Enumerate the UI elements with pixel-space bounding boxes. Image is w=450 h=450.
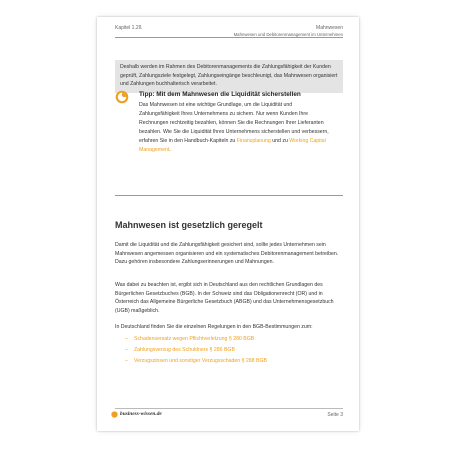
- link-rule-288[interactable]: Verzugszinsen und sonstiger Verzugsschaden § 288 BGB: [134, 358, 267, 364]
- clock-icon: [115, 90, 129, 104]
- dash-bullet: –: [125, 336, 128, 342]
- tip-text: [139, 101, 334, 155]
- tip-connector: und zu: [270, 138, 290, 144]
- chapter-label: Kapitel 1.2ß: [115, 25, 142, 31]
- paragraph-3: [115, 323, 347, 332]
- link-rule-280[interactable]: Schadensersatz wegen Pflichtverletzung § 280 BGB: [134, 336, 255, 342]
- tip-divider: [115, 195, 343, 196]
- dash-bullet: –: [125, 347, 128, 353]
- paragraph-1-text: Damit die Liquidität und die Zahlungsfähigkeit gesichert sind, sollte jedes Unternehmen sein Mahnwesen angemessen organisieren und ein systematisches Debitorenmanagement betreiben. Dazu gehören insbesondere Zahlungserinnerungen und Mahnungen.: [115, 242, 339, 266]
- tip-end: .: [169, 147, 171, 153]
- list-item: [125, 356, 267, 367]
- dash-bullet: –: [125, 358, 128, 364]
- page-number: Seite 3: [327, 412, 343, 418]
- tip-box: [115, 90, 343, 197]
- link-working-capital[interactable]: Working Capital Management: [139, 138, 326, 153]
- intro-text: Deshalb werden im Rahmen des Debitorenmanagements die Zahlungsfähigkeit der Kunden geprüft, Zahlungsziele festgelegt, Zahlungseingänge beschleunigt, das Mahnwesen organisiert und Zahlungen buchhalterisch verarbeitet.: [120, 64, 338, 87]
- link-rule-286[interactable]: Zahlungsverzug des Schuldners § 286 BGB: [134, 347, 235, 353]
- list-item: [125, 345, 267, 356]
- paragraph-3-text: In Deutschland finden Sie die einzelnen Regelungen in den BGB-Bestimmungen zum:: [115, 324, 313, 330]
- document-page: [97, 17, 359, 431]
- intro-box: [115, 60, 343, 93]
- section-heading: Mahnwesen ist gesetzlich geregelt: [115, 220, 263, 230]
- tip-body: Das Mahnwesen ist eine wichtige Grundlage, um die Liquidität und Zahlungsfähigkeit Ihres Unternehmens zu sichern. Nur wenn Kunden Ihre Rechnungen rechtzeitig bezahlen, können Sie die Rechnungen Ihrer Lieferanten bezahlen. Wie Sie die Liquidität Ihres Unternehmens sicherstellen und verbessern, erfahren Sie in den Handbuch-Kapiteln zu: [139, 102, 329, 144]
- link-finanzplanung[interactable]: Finanzplanung: [236, 138, 271, 144]
- header-subtitle: Mahnwesen und Debitorenmanagement im Unternehmen: [233, 32, 343, 37]
- bgb-rules-list: [125, 334, 267, 367]
- brand-logo-icon: [111, 411, 118, 418]
- paragraph-1: [115, 241, 347, 267]
- header-title: Mahnwesen: [316, 25, 343, 31]
- paragraph-2: [115, 281, 347, 315]
- paragraph-2-text: Was dabei zu beachten ist, ergibt sich in Deutschland aus den rechtlichen Grundlagen des Bürgerlichen Gesetzbuches (BGB). In der Schweiz sind das Obligationenrecht (OR) und in Österreich das Allgemeine Bürgerliche Gesetzbuch (ABGB) und das Unternehmensgesetzbuch (UGB) maßgeblich.: [115, 282, 334, 314]
- footer-brand: business-wissen.de: [120, 411, 162, 417]
- header-divider: [115, 37, 343, 38]
- footer-divider: [115, 408, 343, 409]
- list-item: [125, 334, 267, 345]
- tip-title: Tipp: Mit dem Mahnwesen die Liquidität sicherstellen: [139, 91, 301, 98]
